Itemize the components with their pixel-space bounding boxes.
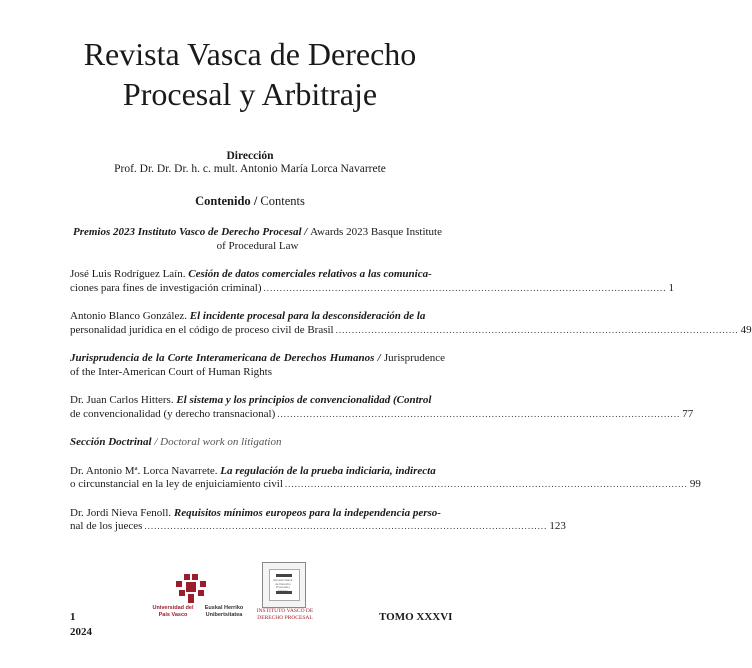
toc-entry-2[interactable] bbox=[70, 310, 752, 337]
toc-entry-5[interactable] bbox=[70, 506, 566, 534]
entry-page: 99 bbox=[689, 478, 701, 490]
table-of-contents bbox=[70, 226, 752, 534]
ivdp-logo-icon bbox=[262, 562, 306, 608]
contents-sep: / bbox=[250, 194, 261, 208]
entry-title-cont: de convencionalidad (y derecho transnacional) bbox=[70, 407, 276, 420]
leader-dots: ............................................................................................................................ bbox=[335, 324, 739, 335]
ivdp-logo-text: Revista Vasca de Derecho Procesal y bbox=[273, 578, 293, 589]
director-name: Prof. Dr. Dr. Dr. h. c. mult. Antonio María Lorca Navarrete bbox=[114, 163, 386, 175]
journal-title-line1: Revista Vasca de Derecho bbox=[83, 36, 417, 72]
entry-author: Dr. Jordi Nieva Fenoll. bbox=[70, 506, 172, 519]
entry-author: José Luis Rodríguez Laín. bbox=[70, 268, 186, 280]
ivdp-name: INSTITUTO VASCO DE DERECHO PROCESAL bbox=[256, 608, 314, 621]
entry-title: Requisitos mínimos europeos para la independencia perso- bbox=[173, 506, 441, 519]
entry-title: Cesión de datos comerciales relativos a las comunica- bbox=[188, 268, 432, 280]
entry-page: 77 bbox=[682, 407, 694, 420]
entry-title: La regulación de la prueba indiciaria, indirecta bbox=[220, 464, 436, 477]
volume-label: TOMO XXXVI bbox=[379, 611, 453, 623]
section-jurisprudencia-sep: / bbox=[374, 352, 384, 364]
ehu-logo-icon bbox=[176, 574, 209, 604]
section-doctrinal-es: Sección Doctrinal bbox=[70, 436, 152, 448]
contents-en: Contents bbox=[260, 194, 305, 208]
entry-title-cont: nal de los jueces bbox=[70, 520, 143, 532]
contents-heading bbox=[0, 194, 500, 209]
journal-title bbox=[0, 34, 500, 114]
journal-title-line2: Procesal y Arbitraje bbox=[122, 76, 378, 112]
leader-dots: ............................................................................................................................ bbox=[263, 282, 667, 293]
section-premios bbox=[70, 226, 445, 253]
entry-author: Antonio Blanco González. bbox=[70, 310, 187, 322]
section-premios-sep: / bbox=[301, 226, 311, 238]
entry-title-cont: o circunstancial en la ley de enjuiciamiento civil bbox=[70, 478, 283, 490]
entry-title-cont: personalidad jurídica en el código de proceso civil de Brasil bbox=[70, 323, 334, 336]
entry-title: El incidente procesal para la desconsideración de la bbox=[189, 310, 426, 322]
contents-es: Contenido bbox=[195, 194, 251, 208]
issue-number: 1 bbox=[70, 611, 76, 623]
section-premios-en: Awards 2023 Basque Institute of Procedural Law bbox=[216, 226, 442, 252]
leader-dots: ............................................................................................................................ bbox=[277, 408, 681, 419]
ehu-name-eu: Euskal Herriko Unibertsitatea bbox=[204, 605, 244, 618]
section-premios-es: Premios 2023 Instituto Vasco de Derecho Procesal bbox=[72, 226, 302, 238]
toc-entry-4[interactable] bbox=[70, 464, 701, 492]
entry-page: 1 bbox=[668, 281, 675, 294]
toc-entry-3[interactable] bbox=[70, 394, 694, 421]
section-jurisprudencia bbox=[70, 352, 445, 379]
entry-author: Dr. Antonio Mª. Lorca Navarrete. bbox=[70, 464, 218, 477]
entry-page: 49 bbox=[740, 323, 752, 336]
section-jurisprudencia-es: Jurisprudencia de la Corte Interamericana de Derechos Humanos bbox=[70, 352, 375, 364]
leader-dots: ............................................................................................................................ bbox=[144, 521, 548, 531]
ehu-name-es: Universidad del País Vasco bbox=[152, 605, 194, 618]
section-jurisprudencia-en: Jurisprudence of the Inter-American Court of Human Rights bbox=[70, 352, 445, 378]
entry-title: El sistema y los principios de convencionalidad (Control bbox=[176, 394, 432, 406]
entry-title-cont: ciones para fines de investigación criminal) bbox=[70, 281, 262, 294]
leader-dots: ............................................................................................................................ bbox=[284, 479, 688, 489]
entry-page: 123 bbox=[549, 520, 566, 532]
section-doctrinal bbox=[70, 436, 445, 450]
toc-entry-1[interactable] bbox=[70, 268, 675, 295]
entry-author: Dr. Juan Carlos Hitters. bbox=[70, 394, 174, 406]
section-doctrinal-en: Doctoral work on litigation bbox=[160, 436, 282, 448]
direction-heading: Dirección bbox=[226, 150, 274, 162]
issue-year: 2024 bbox=[70, 626, 92, 638]
section-doctrinal-sep: / bbox=[151, 436, 161, 448]
